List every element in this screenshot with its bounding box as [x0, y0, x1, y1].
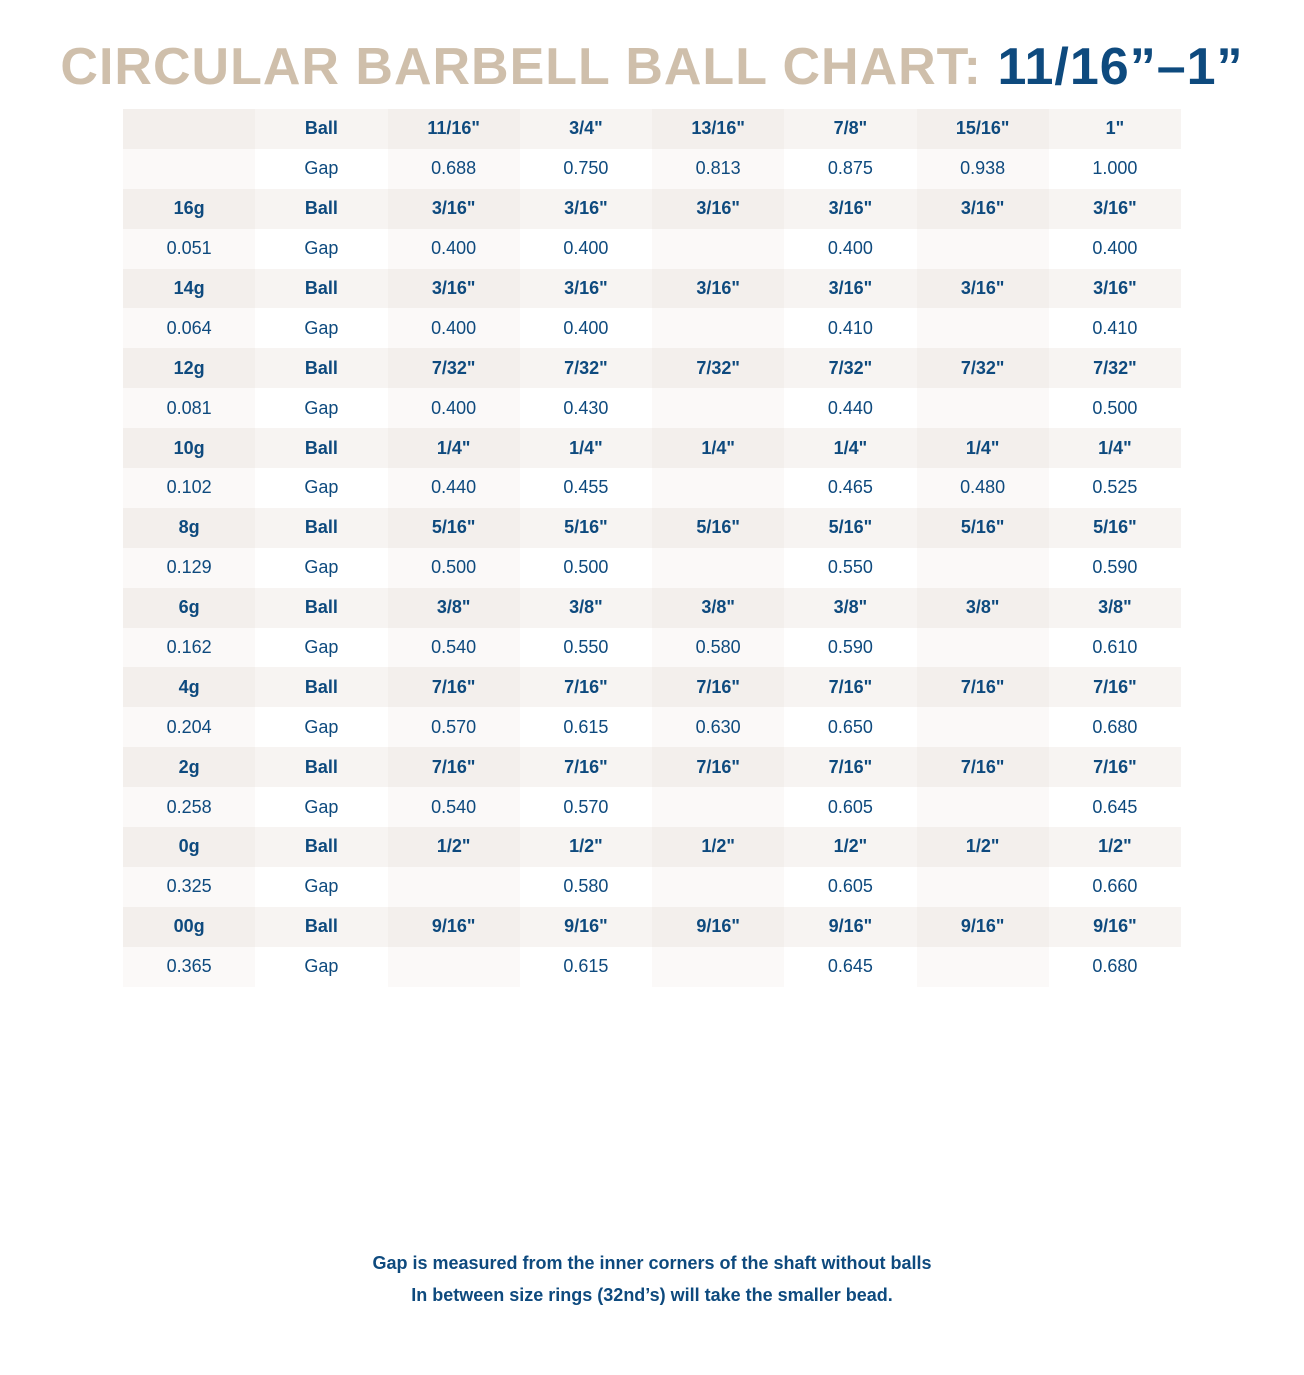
gap-value-cell: 0.400 [520, 229, 652, 269]
ball-size-cell: 1/4" [652, 428, 784, 468]
ball-size-cell: 1/2" [388, 827, 520, 867]
gauge-label: 2g [123, 747, 255, 787]
gap-value-cell: 0.400 [784, 229, 916, 269]
gauge-ball-row [123, 667, 1181, 707]
ball-size-cell: 9/16" [917, 907, 1049, 947]
column-header: 15/16" [917, 109, 1049, 149]
gap-value-cell: 0.455 [520, 468, 652, 508]
gap-value-cell [917, 229, 1049, 269]
ball-size-cell: 9/16" [784, 907, 916, 947]
column-gap: 0.750 [520, 149, 652, 189]
gap-value-cell: 0.605 [784, 787, 916, 827]
gap-value-cell: 0.570 [388, 707, 520, 747]
row-type-label: Gap [255, 308, 387, 348]
gauge-label: 00g [123, 907, 255, 947]
corner-cell [123, 149, 255, 189]
column-gap: 0.938 [917, 149, 1049, 189]
gap-value-cell: 0.680 [1049, 707, 1181, 747]
ball-size-cell: 9/16" [388, 907, 520, 947]
gap-value-cell: 0.550 [520, 628, 652, 668]
gauge-gap-row [123, 308, 1181, 348]
ball-size-cell: 7/32" [388, 348, 520, 388]
gap-value-cell [917, 388, 1049, 428]
row-type-label: Gap [255, 548, 387, 588]
ball-size-cell: 1/4" [917, 428, 1049, 468]
gap-value-cell: 0.400 [388, 229, 520, 269]
gap-value-cell: 0.400 [1049, 229, 1181, 269]
ball-size-cell: 7/16" [520, 747, 652, 787]
gauge-ball-row [123, 269, 1181, 309]
ball-size-cell: 7/32" [652, 348, 784, 388]
ball-size-cell: 5/16" [652, 508, 784, 548]
gauge-thickness: 0.051 [123, 229, 255, 269]
title-prefix: CIRCULAR BARBELL BALL CHART: [60, 38, 998, 96]
gap-value-cell: 0.440 [388, 468, 520, 508]
gap-value-cell: 0.410 [784, 308, 916, 348]
row-type-label: Gap [255, 628, 387, 668]
gauge-gap-row [123, 388, 1181, 428]
gap-value-cell: 0.660 [1049, 867, 1181, 907]
ball-size-cell: 1/4" [388, 428, 520, 468]
ball-size-cell: 1/4" [784, 428, 916, 468]
gap-value-cell: 0.645 [784, 947, 916, 987]
ball-size-cell: 3/8" [520, 588, 652, 628]
row-type-label: Ball [255, 827, 387, 867]
gap-value-cell: 0.630 [652, 707, 784, 747]
row-type-label: Ball [255, 667, 387, 707]
gap-value-cell: 0.525 [1049, 468, 1181, 508]
gauge-thickness: 0.102 [123, 468, 255, 508]
gap-value-cell [652, 787, 784, 827]
gap-value-cell: 0.500 [1049, 388, 1181, 428]
gap-value-cell: 0.465 [784, 468, 916, 508]
ball-size-cell: 5/16" [1049, 508, 1181, 548]
ball-size-cell: 7/32" [917, 348, 1049, 388]
gauge-label: 0g [123, 827, 255, 867]
gauge-thickness: 0.081 [123, 388, 255, 428]
row-type-label: Ball [255, 907, 387, 947]
title-range: 11/16”–1” [997, 38, 1244, 96]
gauge-ball-row [123, 747, 1181, 787]
ball-size-cell: 1/2" [520, 827, 652, 867]
ball-size-cell: 3/16" [1049, 269, 1181, 309]
row-type-label: Ball [255, 508, 387, 548]
gauge-label: 10g [123, 428, 255, 468]
footnote-in-between: In between size rings (32nd’s) will take the smaller bead. [411, 1285, 893, 1305]
gap-value-cell [917, 787, 1049, 827]
gauge-thickness: 0.129 [123, 548, 255, 588]
ball-size-cell: 3/16" [917, 189, 1049, 229]
row-type-label: Ball [255, 588, 387, 628]
gauge-label: 8g [123, 508, 255, 548]
gauge-thickness: 0.204 [123, 707, 255, 747]
ball-size-cell: 7/16" [1049, 667, 1181, 707]
gauge-gap-row [123, 468, 1181, 508]
gauge-label: 6g [123, 588, 255, 628]
column-header: 7/8" [784, 109, 916, 149]
ball-size-cell: 3/16" [520, 189, 652, 229]
ball-size-cell: 3/8" [1049, 588, 1181, 628]
gap-value-cell: 0.580 [520, 867, 652, 907]
ball-size-cell: 3/8" [388, 588, 520, 628]
gauge-label: 16g [123, 189, 255, 229]
ball-size-cell: 9/16" [652, 907, 784, 947]
ball-size-cell: 1/2" [784, 827, 916, 867]
gap-value-cell [652, 229, 784, 269]
row-type-label: Gap [255, 947, 387, 987]
page-title [0, 32, 1304, 102]
gauge-ball-row [123, 508, 1181, 548]
ball-size-cell: 3/16" [388, 189, 520, 229]
row-type-label: Gap [255, 468, 387, 508]
gauge-gap-row [123, 947, 1181, 987]
gap-value-cell [388, 867, 520, 907]
ball-size-cell: 3/8" [784, 588, 916, 628]
ball-size-cell: 1/4" [520, 428, 652, 468]
ball-size-cell: 3/8" [652, 588, 784, 628]
barbell-ball-table [123, 109, 1181, 987]
gap-value-cell: 0.590 [784, 628, 916, 668]
row-type-label: Ball [255, 189, 387, 229]
gauge-gap-row [123, 229, 1181, 269]
ball-size-cell: 3/16" [1049, 189, 1181, 229]
row-type-label: Gap [255, 787, 387, 827]
gap-value-cell: 0.550 [784, 548, 916, 588]
gap-value-cell [652, 468, 784, 508]
gap-value-cell: 0.500 [388, 548, 520, 588]
gap-value-cell [388, 947, 520, 987]
ball-size-cell: 7/32" [1049, 348, 1181, 388]
row-type-label: Ball [255, 428, 387, 468]
row-type-label: Gap [255, 707, 387, 747]
gap-value-cell [652, 388, 784, 428]
ball-size-cell: 7/16" [652, 667, 784, 707]
ball-size-cell: 1/2" [652, 827, 784, 867]
gap-value-cell: 0.610 [1049, 628, 1181, 668]
gauge-rows [123, 189, 1181, 987]
ball-size-cell: 5/16" [520, 508, 652, 548]
gap-value-cell [917, 867, 1049, 907]
gap-value-cell [652, 308, 784, 348]
ball-size-cell: 1/2" [917, 827, 1049, 867]
ball-size-cell: 7/32" [520, 348, 652, 388]
ball-size-cell: 7/16" [388, 747, 520, 787]
ball-size-cell: 3/16" [520, 269, 652, 309]
gauge-ball-row [123, 428, 1181, 468]
row-type-label: Ball [255, 348, 387, 388]
column-header: 1" [1049, 109, 1181, 149]
gauge-thickness: 0.162 [123, 628, 255, 668]
gap-value-cell: 0.650 [784, 707, 916, 747]
column-gap: 0.875 [784, 149, 916, 189]
row-type-label: Ball [255, 747, 387, 787]
gap-value-cell: 0.615 [520, 707, 652, 747]
gauge-ball-row [123, 588, 1181, 628]
column-header: 11/16" [388, 109, 520, 149]
gap-value-cell [917, 548, 1049, 588]
gauge-label: 4g [123, 667, 255, 707]
row-type-label: Ball [255, 109, 387, 149]
ball-size-cell: 7/16" [784, 667, 916, 707]
header-ball-row [123, 109, 1181, 149]
gauge-thickness: 0.365 [123, 947, 255, 987]
gap-value-cell: 0.400 [388, 388, 520, 428]
gap-value-cell [917, 707, 1049, 747]
row-type-label: Gap [255, 867, 387, 907]
ball-size-cell: 1/2" [1049, 827, 1181, 867]
ball-size-cell: 5/16" [784, 508, 916, 548]
ball-size-cell: 7/16" [784, 747, 916, 787]
gap-value-cell: 0.400 [388, 308, 520, 348]
footnote-gap: Gap is measured from the inner corners of the shaft without balls [372, 1253, 932, 1273]
gap-value-cell: 0.410 [1049, 308, 1181, 348]
gauge-thickness: 0.258 [123, 787, 255, 827]
gap-value-cell: 0.400 [520, 308, 652, 348]
gauge-ball-row [123, 827, 1181, 867]
gap-value-cell: 0.605 [784, 867, 916, 907]
gap-value-cell: 0.540 [388, 787, 520, 827]
column-gap: 0.813 [652, 149, 784, 189]
gauge-gap-row [123, 707, 1181, 747]
gauge-thickness: 0.064 [123, 308, 255, 348]
column-header: 3/4" [520, 109, 652, 149]
ball-size-cell: 5/16" [917, 508, 1049, 548]
header-gap-row [123, 149, 1181, 189]
ball-size-cell: 3/16" [917, 269, 1049, 309]
column-gap: 0.688 [388, 149, 520, 189]
gap-value-cell: 0.680 [1049, 947, 1181, 987]
gauge-label: 12g [123, 348, 255, 388]
ball-size-cell: 7/16" [917, 667, 1049, 707]
gauge-gap-row [123, 867, 1181, 907]
ball-size-cell: 3/16" [652, 269, 784, 309]
gap-value-cell [652, 947, 784, 987]
column-header: 13/16" [652, 109, 784, 149]
row-type-label: Gap [255, 229, 387, 269]
gauge-ball-row [123, 348, 1181, 388]
gap-value-cell: 0.500 [520, 548, 652, 588]
ball-size-cell: 7/16" [917, 747, 1049, 787]
row-type-label: Ball [255, 269, 387, 309]
gauge-gap-row [123, 548, 1181, 588]
gauge-ball-row [123, 907, 1181, 947]
ball-size-cell: 7/16" [1049, 747, 1181, 787]
ball-size-cell: 3/16" [652, 189, 784, 229]
gap-value-cell: 0.615 [520, 947, 652, 987]
ball-size-cell: 1/4" [1049, 428, 1181, 468]
gauge-thickness: 0.325 [123, 867, 255, 907]
ball-size-cell: 3/16" [784, 189, 916, 229]
gap-value-cell [917, 628, 1049, 668]
ball-size-cell: 3/8" [917, 588, 1049, 628]
ball-size-cell: 3/16" [784, 269, 916, 309]
gap-value-cell: 0.440 [784, 388, 916, 428]
gap-value-cell: 0.645 [1049, 787, 1181, 827]
ball-size-cell: 7/16" [652, 747, 784, 787]
gap-value-cell: 0.590 [1049, 548, 1181, 588]
gauge-label: 14g [123, 269, 255, 309]
gap-value-cell [917, 947, 1049, 987]
footnotes [0, 1247, 1304, 1311]
ball-size-cell: 3/16" [388, 269, 520, 309]
gap-value-cell: 0.580 [652, 628, 784, 668]
corner-cell [123, 109, 255, 149]
ball-size-cell: 7/32" [784, 348, 916, 388]
gap-value-cell [917, 308, 1049, 348]
row-type-label: Gap [255, 388, 387, 428]
gap-value-cell: 0.540 [388, 628, 520, 668]
gauge-gap-row [123, 628, 1181, 668]
gauge-ball-row [123, 189, 1181, 229]
gauge-gap-row [123, 787, 1181, 827]
gap-value-cell: 0.570 [520, 787, 652, 827]
row-type-label: Gap [255, 149, 387, 189]
column-gap: 1.000 [1049, 149, 1181, 189]
gap-value-cell: 0.480 [917, 468, 1049, 508]
gap-value-cell: 0.430 [520, 388, 652, 428]
ball-size-cell: 7/16" [388, 667, 520, 707]
ball-size-cell: 9/16" [520, 907, 652, 947]
gap-value-cell [652, 867, 784, 907]
ball-size-cell: 9/16" [1049, 907, 1181, 947]
gap-value-cell [652, 548, 784, 588]
ball-size-cell: 7/16" [520, 667, 652, 707]
ball-size-cell: 5/16" [388, 508, 520, 548]
